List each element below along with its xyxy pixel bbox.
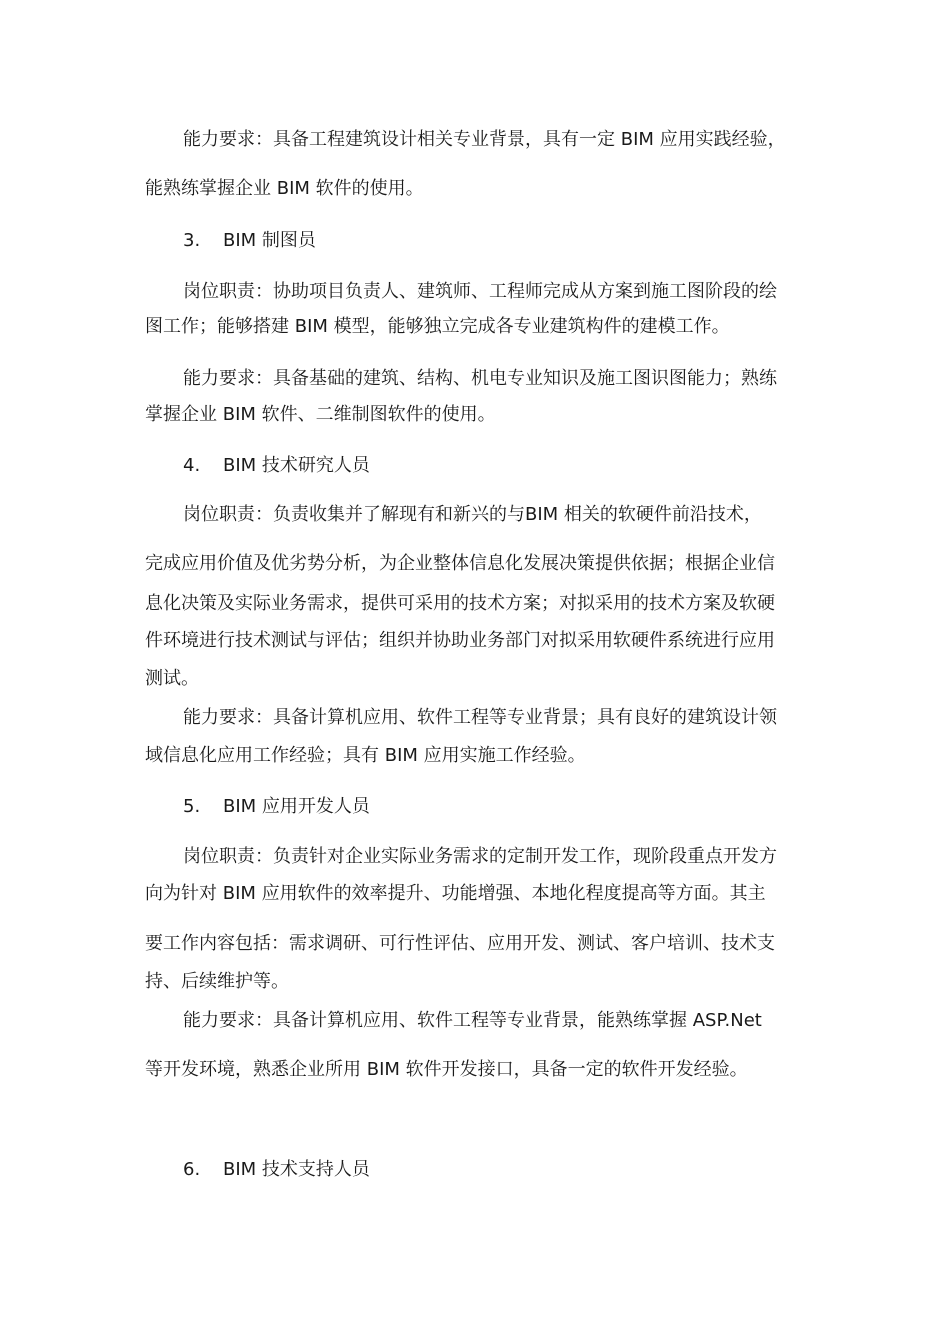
- section-number: 5.: [183, 796, 201, 817]
- section-title: BIM 应用开发人员: [223, 796, 370, 817]
- section-title: BIM 技术支持人员: [223, 1159, 370, 1180]
- paragraph-line: 能力要求：具备基础的建筑、结构、机电专业知识及施工图识图能力；熟练: [183, 368, 777, 389]
- section-heading: [183, 795, 370, 819]
- paragraph-line: 完成应用价值及优劣势分析，为企业整体信息化发展决策提供依据；根据企业信: [145, 553, 775, 574]
- paragraph-line: 岗位职责：负责收集并了解现有和新兴的与BIM 相关的软硬件前沿技术，: [183, 504, 762, 525]
- section-heading: [183, 454, 370, 478]
- paragraph-line: 岗位职责：协助项目负责人、建筑师、工程师完成从方案到施工图阶段的绘: [183, 281, 777, 302]
- section-number: 3.: [183, 230, 201, 251]
- paragraph-line: 要工作内容包括：需求调研、可行性评估、应用开发、测试、客户培训、技术支: [145, 933, 775, 954]
- paragraph-line: 域信息化应用工作经验；具有 BIM 应用实施工作经验。: [145, 745, 586, 766]
- paragraph-line: 向为针对 BIM 应用软件的效率提升、功能增强、本地化程度提高等方面。其主: [145, 883, 766, 904]
- paragraph-line: 息化决策及实际业务需求，提供可采用的技术方案；对拟采用的技术方案及软硬: [145, 593, 775, 614]
- paragraph-line: 能熟练掌握企业 BIM 软件的使用。: [145, 178, 424, 199]
- section-number: 6.: [183, 1159, 201, 1180]
- section-title: BIM 制图员: [223, 230, 316, 251]
- section-heading: [183, 229, 316, 253]
- paragraph-line: 能力要求：具备计算机应用、软件工程等专业背景，能熟练掌握 ASP.Net: [183, 1010, 762, 1031]
- paragraph-line: 件环境进行技术测试与评估；组织并协助业务部门对拟采用软硬件系统进行应用: [145, 630, 775, 651]
- paragraph-line: 掌握企业 BIM 软件、二维制图软件的使用。: [145, 404, 496, 425]
- paragraph-line: 图工作；能够搭建 BIM 模型，能够独立完成各专业建筑构件的建模工作。: [145, 316, 730, 337]
- paragraph-line: 能力要求：具备工程建筑设计相关专业背景，具有一定 BIM 应用实践经验，: [183, 129, 786, 150]
- paragraph-line: 能力要求：具备计算机应用、软件工程等专业背景；具有良好的建筑设计领: [183, 707, 777, 728]
- paragraph-line: 等开发环境，熟悉企业所用 BIM 软件开发接口，具备一定的软件开发经验。: [145, 1059, 748, 1080]
- section-title: BIM 技术研究人员: [223, 455, 370, 476]
- paragraph-line: 岗位职责：负责针对企业实际业务需求的定制开发工作，现阶段重点开发方: [183, 846, 777, 867]
- paragraph-line: 测试。: [145, 668, 199, 689]
- section-number: 4.: [183, 455, 201, 476]
- paragraph-line: 持、后续维护等。: [145, 971, 289, 992]
- section-heading: [183, 1158, 370, 1182]
